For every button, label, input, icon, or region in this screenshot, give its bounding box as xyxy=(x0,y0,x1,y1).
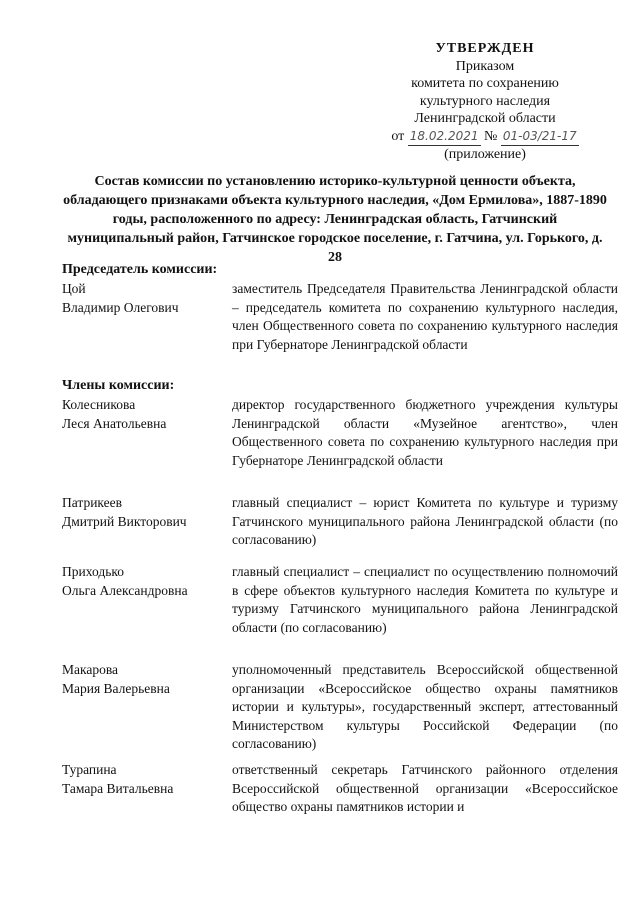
member-name: Макарова Мария Валерьевна xyxy=(62,662,170,696)
member-position: уполномоченный представитель Всероссийской общественной организации «Всероссийское общество охраны памятников истории и культуры», государственный эксперт, аттестованный Министерством культуры Российской Федерации (по согласованию) xyxy=(232,662,618,751)
handwritten-date: 18.02.2021 xyxy=(408,128,481,147)
member-name: Патрикеев Дмитрий Викторович xyxy=(62,495,187,529)
approval-heading: УТВЕРЖДЕН xyxy=(435,41,535,56)
number-prefix: № xyxy=(484,128,498,144)
member-name: Цой Владимир Олегович xyxy=(62,281,179,315)
approval-date-line xyxy=(360,128,610,147)
approval-line: комитета по сохранению xyxy=(411,76,559,91)
approval-block xyxy=(360,40,610,164)
chairman-heading: Председатель комиссии: xyxy=(62,262,218,277)
approval-line: культурного наследия xyxy=(419,93,551,109)
approval-line: Приказом xyxy=(455,58,515,74)
document-title: Состав комиссии по установлению историко-культурной ценности объекта, обладающего признаками объекта культурного наследия, «Дом Ермилова», 1887-1890 годы, расположенного по адресу: Ленинградская область, Гатчинский муниципальный район, Гатчинское городское поселение, г. Гатчина, ул. Горького, д. 28 xyxy=(63,174,607,265)
member-position: главный специалист – специалист по осуществлению полномочий в сфере объектов культурного наследия Комитета по культуре и туризму Гатчинского муниципального района Ленинградской области (по согласованию) xyxy=(232,564,618,635)
date-prefix: от xyxy=(391,128,405,144)
member-name: Турапина Тамара Витальевна xyxy=(62,762,174,796)
approval-note: (приложение) xyxy=(444,147,526,162)
member-position: заместитель Председателя Правительства Ленинградской области – председатель комитета по сохранению культурного наследия, член Общественного совета по сохранению культурного наследия при Губернаторе Ленинградской области xyxy=(232,281,618,352)
member-position: ответственный секретарь Гатчинского районного отделения Всероссийской общественной организации «Всероссийское общество охраны памятников истории и xyxy=(232,762,618,814)
handwritten-number: 01-03/21-17 xyxy=(501,128,579,147)
member-position: главный специалист – юрист Комитета по культуре и туризму Гатчинского муниципального района Ленинградской области (по согласованию) xyxy=(232,495,618,547)
approval-line: Ленинградской области xyxy=(414,111,556,126)
member-name: Колесникова Леся Анатольевна xyxy=(62,397,167,431)
members-heading: Члены комиссии: xyxy=(62,378,175,393)
member-position: директор государственного бюджетного учреждения культуры Ленинградской области «Музейное агентство», член Общественного совета по сохранению культурного наследия при Губернаторе Ленинградской области xyxy=(232,397,618,468)
member-name: Приходько Ольга Александровна xyxy=(62,564,188,598)
